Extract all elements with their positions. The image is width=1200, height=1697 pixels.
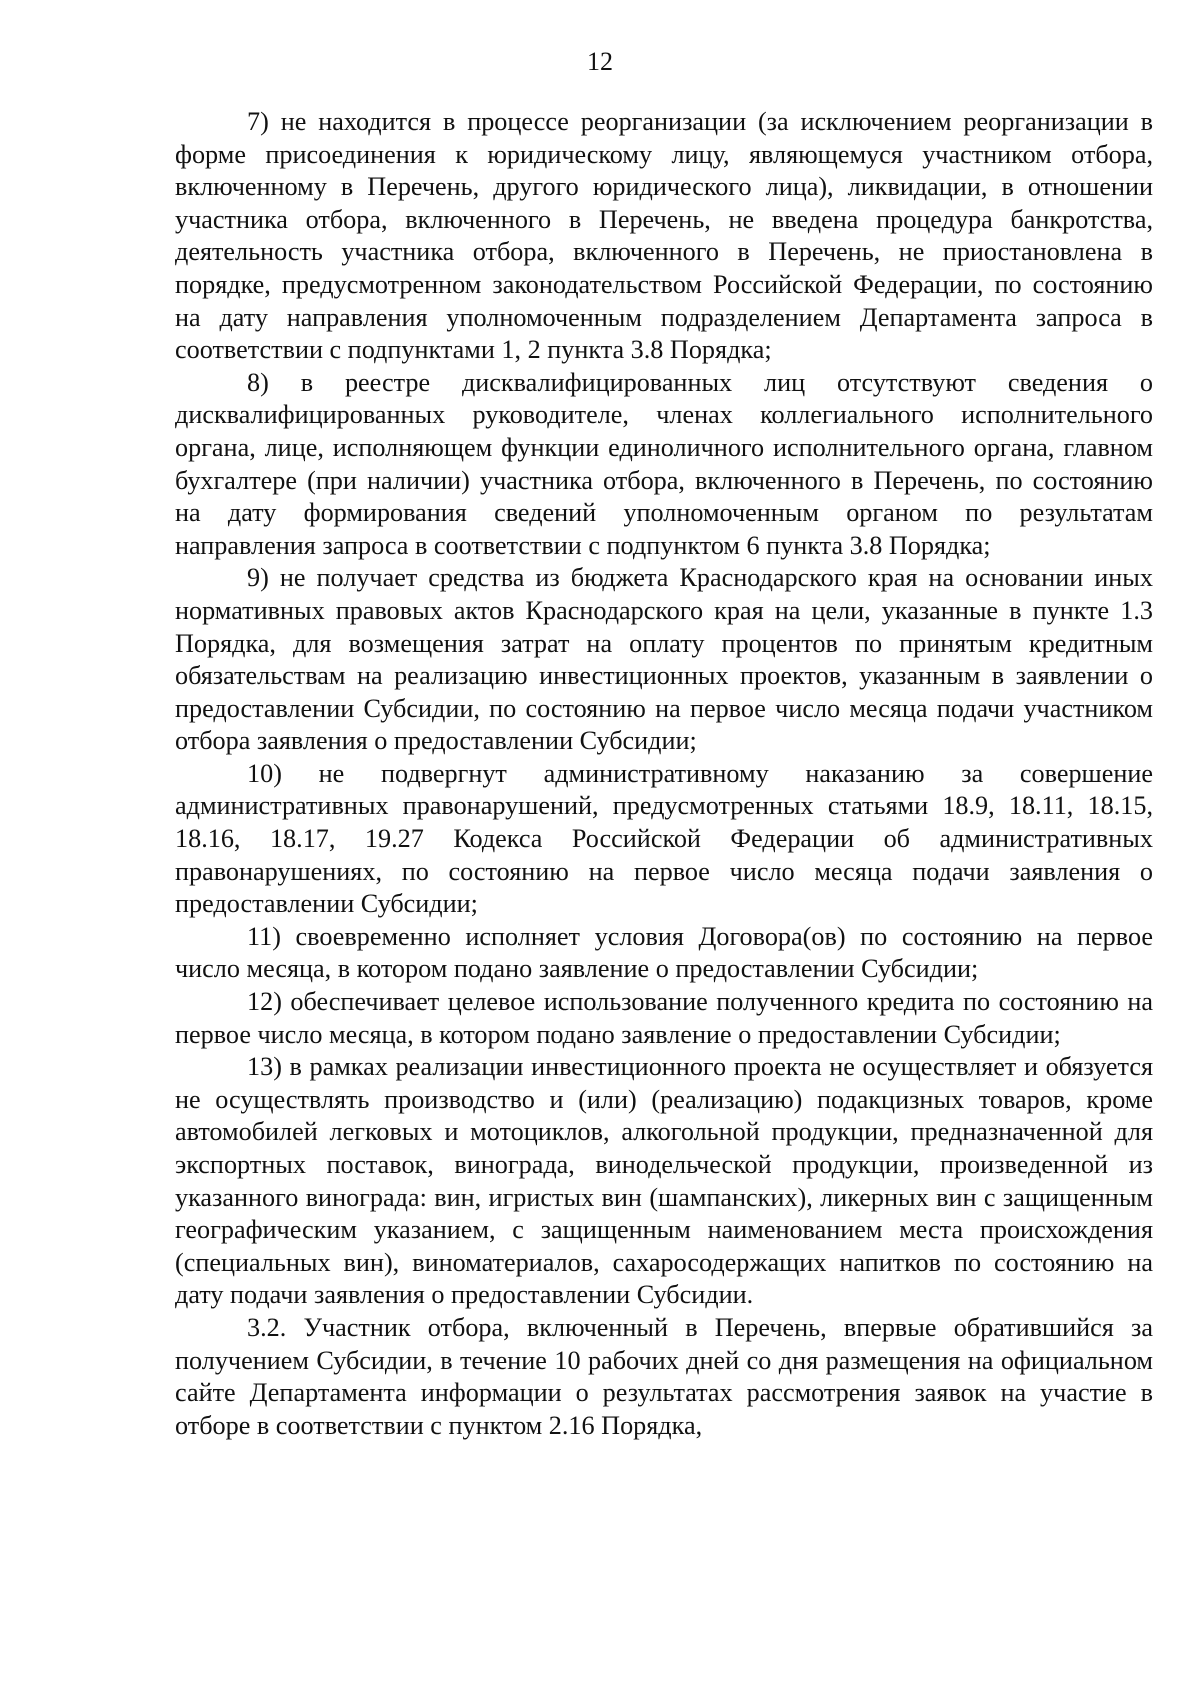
paragraph-item-11: 11) своевременно исполняет условия Договора(ов) по состоянию на первое число месяца, в котором подано заявление о предоставлении Субсидии; bbox=[175, 921, 1153, 984]
paragraph-clause-3-2: 3.2. Участник отбора, включенный в Перечень, впервые обратившийся за получением Субсидии, в течение 10 рабочих дней со дня размещения на официальном сайте Департамента информации о результатах рассмотрения заявок на участие в отборе в соответствии с пунктом 2.16 Порядка, bbox=[175, 1312, 1153, 1440]
paragraph-item-7: 7) не находится в процессе реорганизации (за исключением реорганизации в форме присоединения к юридическому лицу, являющемуся участником отбора, включенному в Перечень, другого юридического лица), ликвидации, в отношении участника отбора, включенного в Перечень, не введена процедура банкротства, деятельность участника отбора, включенного в Перечень, не приостановлена в порядке, предусмотренном законодательством Российской Федерации, по состоянию на дату направления уполномоченным подразделением Департамента запроса в соответствии с подпунктами 1, 2 пункта 3.8 Порядка; bbox=[175, 107, 1153, 365]
page-number: 12 bbox=[587, 47, 613, 76]
paragraph-item-13: 13) в рамках реализации инвестиционного проекта не осуществляет и обязуется не осуществлять производство и (или) (реализацию) подакцизных товаров, кроме автомобилей легковых и мотоциклов, алкогольной продукции, предназначенной для экспортных поставок, винограда, винодельческой продукции, произведенной из указанного винограда: вин, игристых вин (шампанских), ликерных вин с защищенным географическим указанием, с защищенным наименованием места происхождения (специальных вин), виноматериалов, сахаросодержащих напитков по состоянию на дату подачи заявления о предоставлении Субсидии. bbox=[175, 1052, 1153, 1310]
paragraph-item-8: 8) в реестре дисквалифицированных лиц отсутствуют сведения о дисквалифицированных руководителе, членах коллегиального исполнительного органа, лице, исполняющем функции единоличного исполнительного органа, главном бухгалтере (при наличии) участника отбора, включенного в Перечень, по состоянию на дату формирования сведений уполномоченным органом по результатам направления запроса в соответствии с подпунктом 6 пункта 3.8 Порядка; bbox=[175, 367, 1153, 560]
paragraph-item-12: 12) обеспечивает целевое использование полученного кредита по состоянию на первое число месяца, в котором подано заявление о предоставлении Субсидии; bbox=[175, 987, 1153, 1049]
document-body bbox=[175, 106, 1153, 1442]
paragraph-item-10: 10) не подвергнут административному наказанию за совершение административных правонарушений, предусмотренных статьями 18.9, 18.11, 18.15, 18.16, 18.17, 19.27 Кодекса Российской Федерации об административных правонарушениях, по состоянию на первое число месяца подачи заявления о предоставлении Субсидии; bbox=[175, 758, 1153, 919]
paragraph-item-9: 9) не получает средства из бюджета Краснодарского края на основании иных нормативных правовых актов Краснодарского края на цели, указанные в пункте 1.3 Порядка, для возмещения затрат на оплату процентов по принятым кредитным обязательствам на реализацию инвестиционных проектов, указанным в заявлении о предоставлении Субсидии, по состоянию на первое число месяца подачи участником отбора заявления о предоставлении Субсидии; bbox=[175, 563, 1153, 756]
